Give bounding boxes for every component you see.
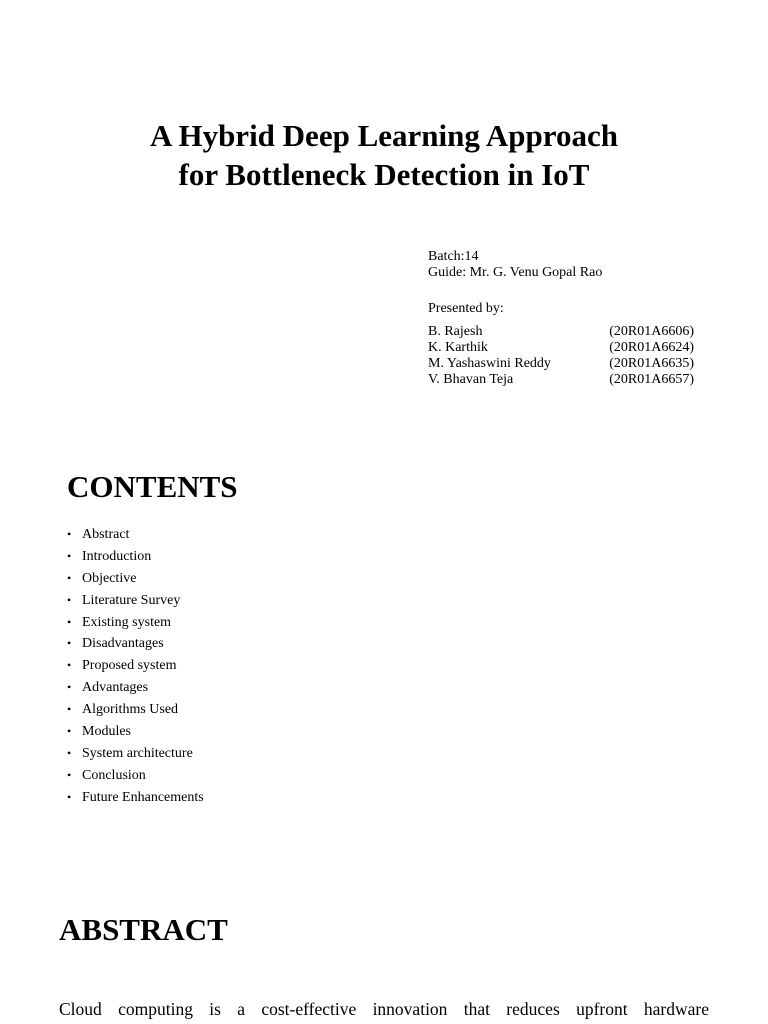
bullet-icon: •	[67, 680, 72, 695]
list-item-label: Modules	[82, 724, 131, 740]
member-roll-number: (20R01A6606)	[609, 324, 694, 339]
bullet-icon: •	[67, 745, 72, 760]
list-item-label: Future Enhancements	[82, 789, 204, 805]
list-item-label: Objective	[82, 570, 137, 586]
bullet-icon: •	[67, 548, 72, 563]
list-item-label: Disadvantages	[82, 636, 164, 652]
list-item-label: Abstract	[82, 527, 130, 542]
member-name: B. Rajesh	[428, 324, 483, 339]
presented-by-label: Presented by:	[428, 301, 504, 316]
list-item	[67, 568, 204, 590]
list-item	[67, 524, 204, 546]
list-item-label: Algorithms Used	[82, 702, 179, 718]
bullet-icon: •	[67, 570, 72, 585]
guide-label: Guide: Mr. G. Venu Gopal Rao	[428, 265, 603, 280]
contents-heading: CONTENTS	[67, 469, 238, 504]
list-item-label: Literature Survey	[82, 592, 181, 608]
abstract-text: Cloud computing is a cost-effective innovation that reduces upfront hardware	[59, 999, 709, 1019]
list-item	[67, 590, 204, 612]
bullet-icon: •	[67, 702, 72, 717]
batch-label: Batch:14	[428, 249, 479, 264]
abstract-heading: ABSTRACT	[59, 912, 228, 947]
list-item	[67, 743, 204, 765]
member-name: M. Yashaswini Reddy	[428, 356, 551, 371]
list-item	[67, 546, 204, 568]
bullet-icon: •	[67, 527, 72, 541]
member-row	[428, 372, 728, 388]
member-row	[428, 324, 728, 340]
member-roll-number: (20R01A6624)	[609, 340, 694, 355]
member-roll-number: (20R01A6635)	[609, 356, 694, 371]
member-row	[428, 340, 728, 356]
bullet-icon: •	[67, 658, 72, 673]
list-item-label: Proposed system	[82, 658, 177, 674]
list-item	[67, 677, 204, 699]
list-item	[67, 721, 204, 743]
list-item-label: Introduction	[82, 548, 152, 564]
bullet-icon: •	[67, 789, 72, 804]
bullet-icon: •	[67, 767, 72, 782]
list-item-label: Conclusion	[82, 767, 146, 783]
list-item	[67, 787, 204, 809]
bullet-icon: •	[67, 614, 72, 629]
list-item-label: Existing system	[82, 614, 172, 630]
member-list	[428, 324, 728, 388]
bullet-icon: •	[67, 636, 72, 651]
title-line-1: A Hybrid Deep Learning Approach	[150, 118, 618, 153]
bullet-icon: •	[67, 592, 72, 607]
member-name: K. Karthik	[428, 340, 488, 355]
list-item	[67, 633, 204, 655]
member-row	[428, 356, 728, 372]
list-item	[67, 699, 204, 721]
list-item	[67, 765, 204, 787]
bullet-icon: •	[67, 724, 72, 739]
list-item	[67, 612, 204, 634]
list-item-label: System architecture	[82, 745, 193, 761]
document-title	[0, 116, 768, 194]
list-item-label: Advantages	[82, 680, 149, 696]
project-meta	[428, 249, 728, 388]
contents-list	[67, 524, 204, 809]
list-item	[67, 655, 204, 677]
member-roll-number: (20R01A6657)	[609, 372, 694, 387]
title-line-2: for Bottleneck Detection in IoT	[178, 157, 590, 192]
member-name: V. Bhavan Teja	[428, 372, 514, 387]
